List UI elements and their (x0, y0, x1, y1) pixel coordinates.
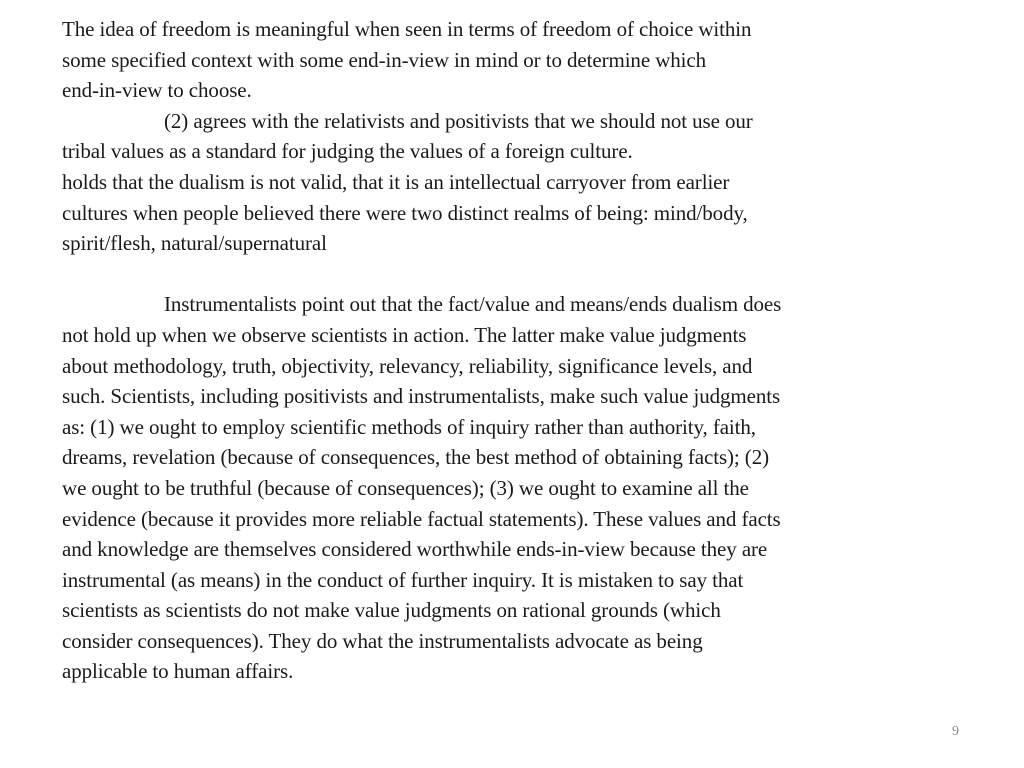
paragraph-dualism (62, 167, 942, 259)
text-line: instrumental (as means) in the conduct of further inquiry. It is mistaken to say that (62, 567, 744, 592)
page-number: 9 (952, 724, 959, 739)
text-line: dreams, revelation (because of consequences, the best method of obtaining facts); (2) (62, 445, 769, 470)
text-line: end-in-view to choose. (62, 78, 252, 103)
text-line: (2) agrees with the relativists and positivists that we should not use our (164, 108, 753, 133)
text-line: Instrumentalists point out that the fact/value and means/ends dualism does (164, 292, 782, 317)
text-line: as: (1) we ought to employ scientific methods of inquiry rather than authority, faith, (62, 414, 756, 439)
body-text (62, 14, 942, 687)
text-line: applicable to human affairs. (62, 659, 294, 684)
text-line: holds that the dualism is not valid, that it is an intellectual carryover from earlier (62, 169, 730, 194)
text-line: cultures when people believed there were two distinct realms of being: mind/body, (62, 200, 748, 225)
text-line: some specified context with some end-in-view in mind or to determine which (62, 47, 707, 72)
text-line: not hold up when we observe scientists in action. The latter make value judgments (62, 322, 747, 347)
paragraph-spacer (62, 259, 942, 290)
text-line: consider consequences). They do what the instrumentalists advocate as being (62, 628, 703, 653)
text-line: The idea of freedom is meaningful when seen in terms of freedom of choice within (62, 17, 752, 41)
text-line: evidence (because it provides more reliable factual statements). These values and facts (62, 506, 781, 531)
text-line: such. Scientists, including positivists and instrumentalists, make such value judgments (62, 384, 781, 409)
text-line: spirit/flesh, natural/supernatural (62, 231, 327, 256)
paragraph-instrumentalists (62, 289, 942, 687)
text-line: and knowledge are themselves considered worthwhile ends-in-view because they are (62, 537, 768, 562)
paragraph-freedom (62, 14, 942, 106)
paragraph-relativists (62, 106, 942, 167)
text-line: scientists as scientists do not make value judgments on rational grounds (which (62, 598, 721, 623)
text-line: about methodology, truth, objectivity, relevancy, reliability, significance levels, and (62, 353, 753, 378)
text-line: we ought to be truthful (because of consequences); (3) we ought to examine all the (62, 475, 749, 500)
text-line: tribal values as a standard for judging the values of a foreign culture. (62, 139, 633, 164)
